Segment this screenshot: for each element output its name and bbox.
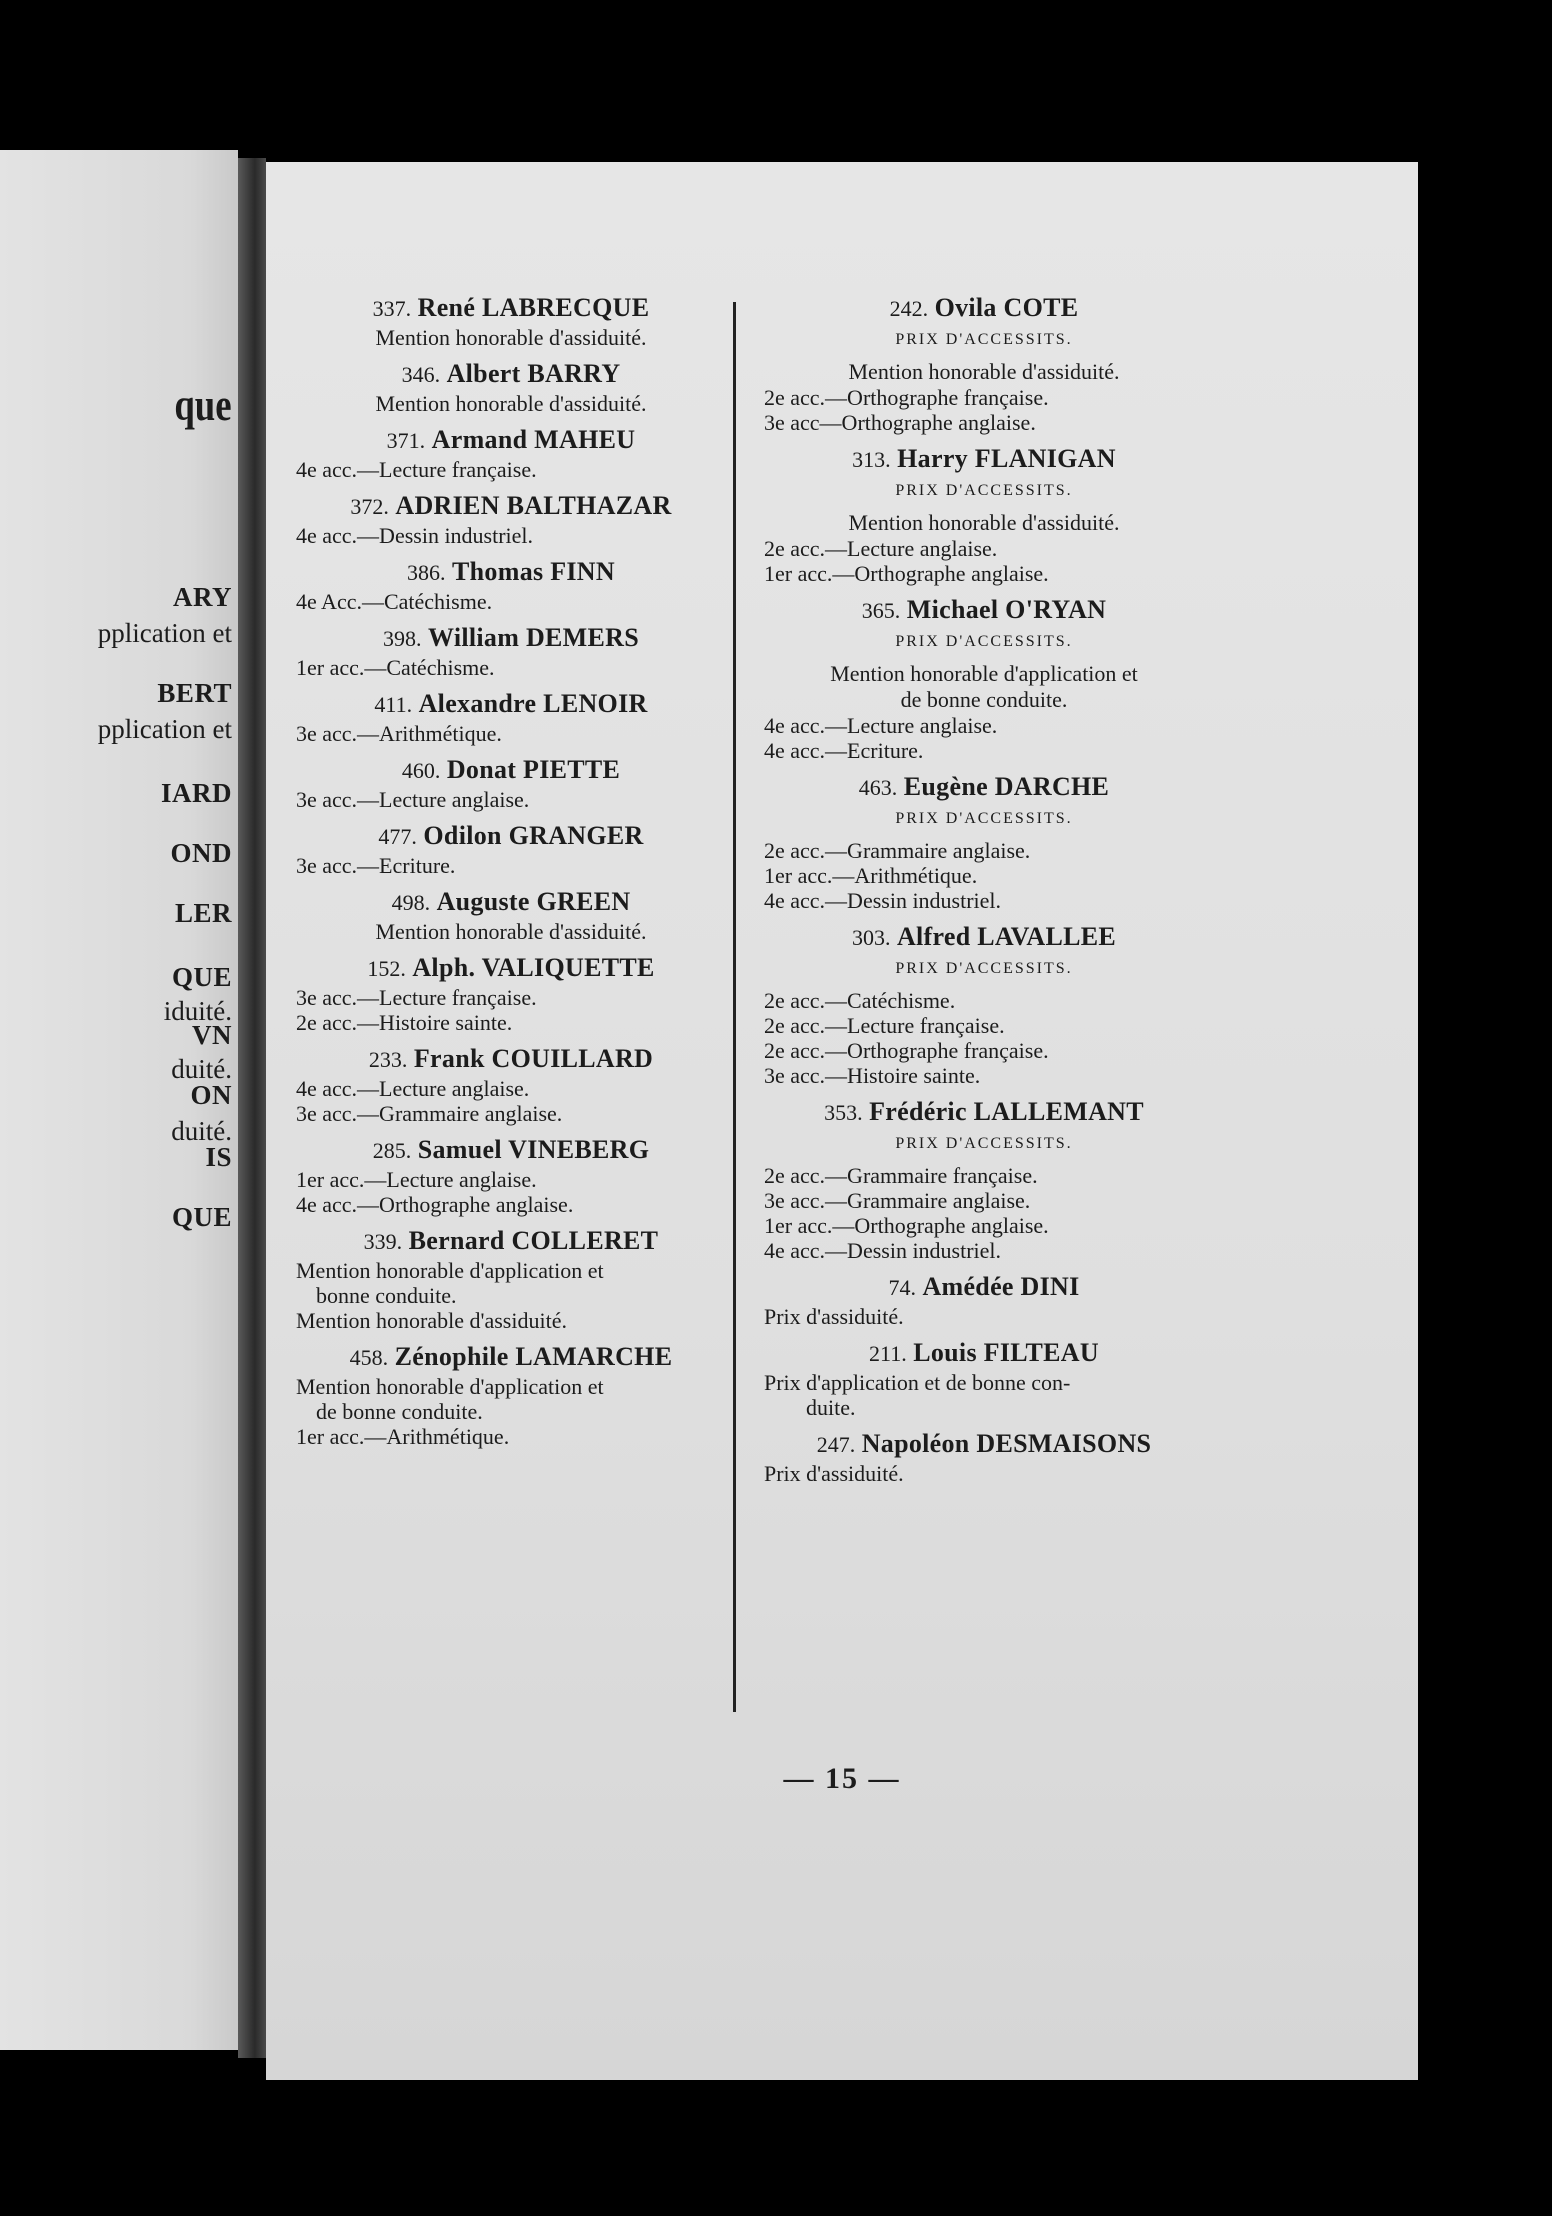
left-page-text: pplication et (97, 714, 232, 744)
award-line: 3e acc.—Grammaire anglaise. (764, 1188, 1031, 1213)
student-name (296, 1043, 726, 1076)
award-entry (296, 886, 726, 944)
student-name (764, 1271, 1204, 1304)
student-name (296, 622, 726, 655)
student-name-text: Michael O'RYAN (906, 595, 1107, 624)
award-line: Mention honorable d'assiduité. (296, 1308, 567, 1333)
student-name-text: Harry FLANIGAN (897, 444, 1116, 473)
student-name-text: William DEMERS (427, 623, 640, 652)
award-entry (296, 1225, 726, 1333)
student-name (296, 754, 726, 787)
award-line: 1er acc.—Orthographe anglaise. (764, 561, 1049, 586)
award-line: 3e acc.—Grammaire anglaise. (296, 1101, 563, 1126)
award-line: 1er acc.—Arithmétique. (764, 863, 978, 888)
award-line: 4e acc.—Dessin industriel. (296, 523, 534, 548)
award-line: 2e acc.—Histoire sainte. (296, 1010, 513, 1035)
left-page-text: ON (190, 1080, 232, 1110)
award-line: 3e acc.—Ecriture. (296, 853, 456, 878)
student-name (296, 1225, 726, 1258)
award-entry (764, 443, 1204, 586)
student-number: 458. (349, 1345, 389, 1370)
award-line: Prix d'application et de bonne con- (764, 1370, 1071, 1395)
student-name (296, 292, 726, 325)
award-line: 2e acc.—Orthographe française. (764, 1038, 1049, 1063)
award-entry (764, 1428, 1204, 1486)
student-name-text: Alfred LAVALLEE (896, 922, 1117, 951)
student-name (296, 688, 726, 721)
award-line: 2e acc.—Grammaire française. (764, 1163, 1038, 1188)
award-entry (764, 1271, 1204, 1329)
award-line: duite. (806, 1395, 856, 1420)
student-number: 337. (372, 296, 412, 321)
left-page-text: duité. (171, 1116, 232, 1146)
student-number: 285. (372, 1138, 412, 1163)
student-name-text: Alexandre LENOIR (418, 689, 648, 718)
award-line: 4e acc.—Lecture anglaise. (764, 713, 998, 738)
student-name-text: Armand MAHEU (431, 425, 636, 454)
award-line: 4e acc.—Ecriture. (764, 738, 924, 763)
award-entry (296, 556, 726, 614)
page-number: — 15 — (783, 1762, 901, 1795)
student-name (764, 443, 1204, 476)
mention-line: Mention honorable d'assiduité. (848, 359, 1120, 384)
student-name (296, 424, 726, 457)
student-name (764, 1337, 1204, 1370)
student-number: 498. (391, 890, 431, 915)
left-page-text: QUE (171, 1202, 232, 1232)
left-page-text: QUE (171, 962, 232, 992)
accessits-heading: PRIX D'ACCESSITS. (895, 1135, 1073, 1152)
book-gutter (238, 158, 266, 2058)
student-number: 233. (368, 1047, 408, 1072)
award-line: 1er acc.—Lecture anglaise. (296, 1167, 537, 1192)
student-number: 242. (889, 296, 929, 321)
student-name-text: Louis FILTEAU (913, 1338, 1099, 1367)
award-line: 3e acc.—Arithmétique. (296, 721, 502, 746)
student-name (296, 556, 726, 589)
award-line: 3e acc.—Lecture anglaise. (296, 787, 530, 812)
award-entry (296, 688, 726, 746)
award-entry (764, 1096, 1204, 1263)
award-entry (296, 292, 726, 350)
student-number: 339. (363, 1229, 403, 1254)
award-entry (296, 820, 726, 878)
left-page-text: VN (192, 1020, 232, 1050)
student-name-text: Odilon GRANGER (423, 821, 644, 850)
award-line: Prix d'assiduité. (764, 1461, 904, 1486)
student-name (296, 1341, 726, 1374)
award-line: Mention honorable d'assiduité. (375, 325, 647, 350)
left-page-text: IARD (160, 778, 232, 808)
award-line: 4e acc.—Dessin industriel. (764, 888, 1002, 913)
student-name-text: ADRIEN BALTHAZAR (395, 491, 672, 520)
student-name-text: Frank COUILLARD (413, 1044, 654, 1073)
student-name (296, 952, 726, 985)
student-name-text: Bernard COLLERET (408, 1226, 659, 1255)
mention-line: Mention honorable d'assiduité. (848, 510, 1120, 535)
mention-line: de bonne conduite. (900, 687, 1068, 712)
award-line: 1er acc.—Catéchisme. (296, 655, 495, 680)
student-number: 346. (401, 362, 441, 387)
student-name-text: Thomas FINN (452, 557, 615, 586)
award-entry (296, 490, 726, 548)
student-name (296, 886, 726, 919)
award-line: 3e acc.—Lecture française. (296, 985, 537, 1010)
student-name-text: Napoléon DESMAISONS (861, 1429, 1152, 1458)
award-line: 2e acc.—Lecture anglaise. (764, 536, 998, 561)
award-entry (764, 921, 1204, 1088)
student-name (296, 820, 726, 853)
student-name-text: Frédéric LALLEMANT (869, 1097, 1144, 1126)
award-line: Mention honorable d'application et (296, 1258, 604, 1283)
student-name-text: Albert BARRY (446, 359, 621, 388)
student-number: 477. (378, 824, 417, 849)
award-entry (296, 424, 726, 482)
award-entry (296, 622, 726, 680)
student-name-text: Auguste GREEN (436, 887, 631, 916)
award-entry (764, 292, 1204, 435)
award-line: Prix d'assiduité. (764, 1304, 904, 1329)
student-number: 152. (367, 956, 406, 981)
award-entry (296, 1134, 726, 1217)
student-number: 211. (869, 1341, 907, 1366)
award-line: 2e acc.—Catéchisme. (764, 988, 956, 1013)
award-line: 1er acc.—Orthographe anglaise. (764, 1213, 1049, 1238)
left-page-text: OND (170, 838, 232, 868)
student-name-text: Alph. VALIQUETTE (412, 953, 655, 982)
student-name-text: Zénophile LAMARCHE (394, 1342, 673, 1371)
student-number: 74. (888, 1275, 916, 1300)
left-page-text: pplication et (97, 618, 232, 648)
student-name (296, 358, 726, 391)
student-name (296, 1134, 726, 1167)
student-number: 460. (401, 758, 441, 783)
student-name-text: René LABRECQUE (417, 293, 650, 322)
award-line: Mention honorable d'assiduité. (375, 919, 647, 944)
award-line: 4e acc.—Lecture anglaise. (296, 1076, 530, 1101)
student-name (764, 921, 1204, 954)
award-entry (296, 1341, 726, 1449)
award-entry (764, 771, 1204, 913)
accessits-heading: PRIX D'ACCESSITS. (895, 331, 1073, 348)
mention-line: Mention honorable d'application et (830, 661, 1138, 686)
left-page-text: iduité. (163, 996, 232, 1026)
student-name-text: Ovila COTE (934, 293, 1079, 322)
student-number: 365. (861, 598, 901, 623)
student-name (296, 490, 726, 523)
student-name (764, 1096, 1204, 1129)
award-line: Mention honorable d'application et (296, 1374, 604, 1399)
right-page (266, 162, 1418, 2080)
student-number: 398. (382, 626, 422, 651)
award-entry (296, 1043, 726, 1126)
left-page-text: IS (205, 1142, 232, 1172)
award-entry (296, 754, 726, 812)
award-line: Mention honorable d'assiduité. (375, 391, 647, 416)
award-line: 2e acc.—Lecture française. (764, 1013, 1005, 1038)
student-name-text: Amédée DINI (922, 1272, 1080, 1301)
student-number: 353. (824, 1100, 863, 1125)
left-page-text: BERT (157, 678, 232, 708)
award-line: 4e Acc.—Catéchisme. (296, 589, 493, 614)
student-name-text: Samuel VINEBERG (417, 1135, 650, 1164)
student-number: 411. (374, 692, 413, 717)
student-name (764, 292, 1204, 325)
award-line: 4e acc.—Orthographe anglaise. (296, 1192, 574, 1217)
award-entry (296, 358, 726, 416)
left-column (296, 292, 726, 1457)
left-page-text: que (174, 379, 232, 430)
student-number: 372. (350, 494, 389, 519)
award-entry (764, 1337, 1204, 1420)
student-number: 313. (852, 447, 891, 472)
award-entry (296, 952, 726, 1035)
award-line: 2e acc.—Orthographe française. (764, 385, 1049, 410)
accessits-heading: PRIX D'ACCESSITS. (895, 960, 1073, 977)
student-number: 386. (407, 560, 446, 585)
left-page-fragment (0, 150, 238, 2050)
accessits-heading: PRIX D'ACCESSITS. (895, 810, 1073, 827)
award-entry (764, 594, 1204, 763)
left-page-text: ARY (172, 582, 232, 612)
accessits-heading: PRIX D'ACCESSITS. (895, 482, 1073, 499)
student-number: 303. (851, 925, 891, 950)
award-line: de bonne conduite. (316, 1399, 483, 1424)
award-line: 1er acc.—Arithmétique. (296, 1424, 510, 1449)
award-line: 4e acc.—Dessin industriel. (764, 1238, 1002, 1263)
award-line: 3e acc.—Histoire sainte. (764, 1063, 981, 1088)
left-page-text: duité. (171, 1054, 232, 1084)
student-name-text: Donat PIETTE (446, 755, 621, 784)
right-column (764, 292, 1204, 1494)
accessits-heading: PRIX D'ACCESSITS. (895, 633, 1073, 650)
award-line: bonne conduite. (316, 1283, 457, 1308)
column-divider (733, 302, 736, 1712)
award-line: 3e acc—Orthographe anglaise. (764, 410, 1036, 435)
student-number: 371. (386, 428, 426, 453)
student-name (764, 594, 1204, 627)
student-number: 247. (816, 1432, 856, 1457)
award-line: 4e acc.—Lecture française. (296, 457, 537, 482)
student-number: 463. (858, 775, 898, 800)
left-page-text: LER (174, 898, 232, 928)
student-name-text: Eugène DARCHE (903, 772, 1110, 801)
award-line: 2e acc.—Grammaire anglaise. (764, 838, 1031, 863)
student-name (764, 771, 1204, 804)
student-name (764, 1428, 1204, 1461)
